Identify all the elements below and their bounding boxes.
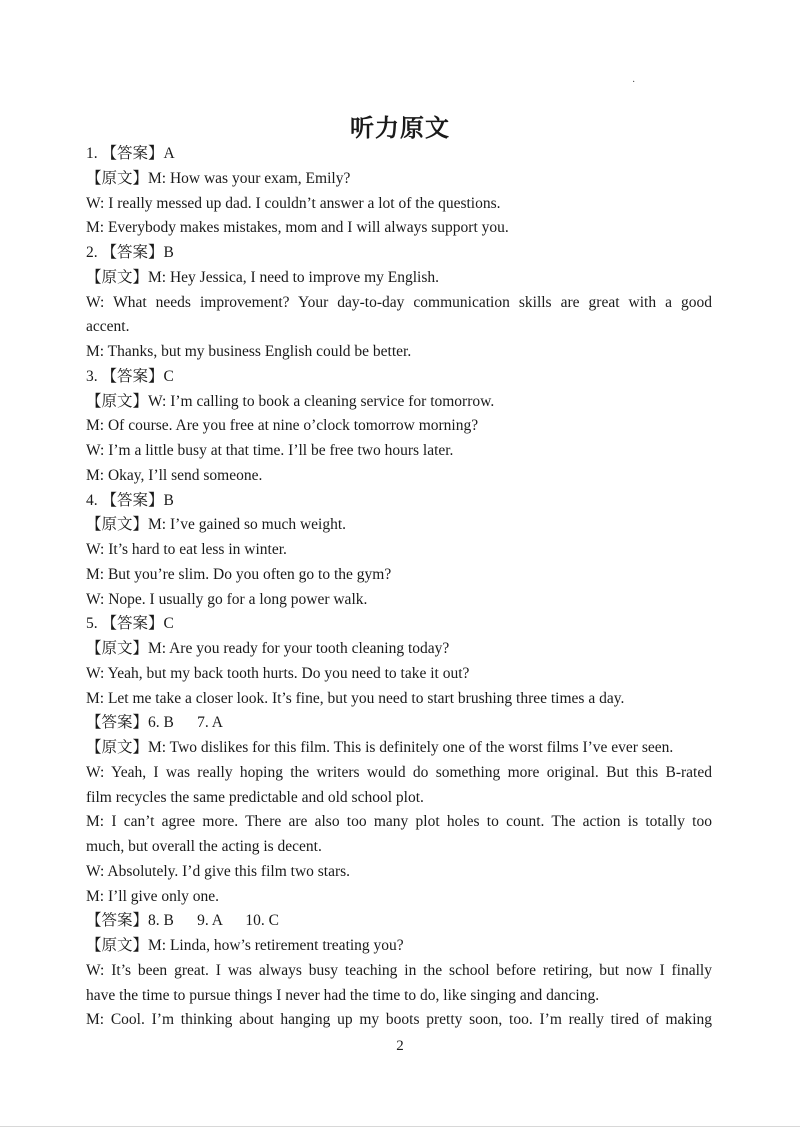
- text-line: accent.: [86, 318, 130, 336]
- text-line: M: Of course. Are you free at nine o’clock tomorrow morning?: [86, 417, 479, 435]
- page-mark: ·: [632, 77, 636, 88]
- text-line: M: Let me take a closer look. It’s fine, but you need to start brushing three times a day.: [86, 689, 625, 707]
- text-line: M: Okay, I’ll send someone.: [86, 466, 263, 484]
- text-line: M: Cool. I’m thinking about hanging up my boots pretty soon, too. I’m really tired of making: [86, 1011, 712, 1029]
- text-line: much, but overall the acting is decent.: [86, 838, 322, 855]
- text-line: 【原文】M: Hey Jessica, I need to improve my English.: [86, 268, 440, 286]
- text-line: W: What needs improvement? Your day-to-day communication skills are great with a good: [86, 293, 712, 311]
- text-line: W: It’s been great. I was always busy teaching in the school before retiring, but now I finally: [86, 961, 712, 979]
- text-line: 【原文】W: I’m calling to book a cleaning service for tomorrow.: [86, 392, 495, 410]
- text-line: W: Absolutely. I’d give this film two stars.: [86, 862, 351, 880]
- text-line: W: It’s hard to eat less in winter.: [86, 541, 287, 558]
- text-line: 1. 【答案】A: [86, 145, 175, 162]
- text-line: M: I can’t agree more. There are also too many plot holes to count. The action is totally too: [86, 813, 712, 831]
- text-line: M: I’ll give only one.: [86, 887, 220, 905]
- text-line: M: Thanks, but my business English could be better.: [86, 343, 412, 360]
- text-line: 3. 【答案】C: [86, 367, 174, 385]
- text-line: 【答案】8. B 9. A 10. C: [86, 912, 279, 930]
- text-line: 【答案】6. B 7. A: [86, 714, 223, 732]
- text-line: 2. 【答案】B: [86, 244, 174, 261]
- text-line: 5. 【答案】C: [86, 615, 174, 633]
- text-line: W: I’m a little busy at that time. I’ll be free two hours later.: [86, 442, 454, 459]
- text-line: M: But you’re slim. Do you often go to the gym?: [86, 565, 392, 583]
- page-number: 2: [396, 1038, 404, 1054]
- text-line: 【原文】M: I’ve gained so much weight.: [86, 516, 347, 534]
- text-line: W: Nope. I usually go for a long power walk.: [86, 590, 368, 608]
- page-bottom-edge: [0, 1126, 800, 1127]
- text-line: W: Yeah, but my back tooth hurts. Do you need to take it out?: [86, 664, 470, 682]
- page-title: 听力原文: [350, 114, 450, 142]
- text-line: W: I really messed up dad. I couldn’t answer a lot of the questions.: [86, 194, 501, 212]
- text-line: have the time to pursue things I never had the time to do, like singing and dancing.: [86, 986, 600, 1004]
- text-line: film recycles the same predictable and old school plot.: [86, 788, 424, 806]
- text-line: 4. 【答案】B: [86, 491, 174, 509]
- text-line: 【原文】M: Two dislikes for this film. This is definitely one of the worst films I’ve ever seen.: [86, 739, 674, 756]
- text-line: W: Yeah, I was really hoping the writers would do something more original. But this B-rated: [86, 763, 712, 781]
- text-line: 【原文】M: Linda, how’s retirement treating you?: [86, 937, 404, 954]
- text-line: M: Everybody makes mistakes, mom and I will always support you.: [86, 219, 509, 237]
- text-line: 【原文】M: How was your exam, Emily?: [86, 169, 351, 187]
- transcript-body: [86, 142, 712, 1033]
- text-line: 【原文】M: Are you ready for your tooth cleaning today?: [86, 640, 450, 657]
